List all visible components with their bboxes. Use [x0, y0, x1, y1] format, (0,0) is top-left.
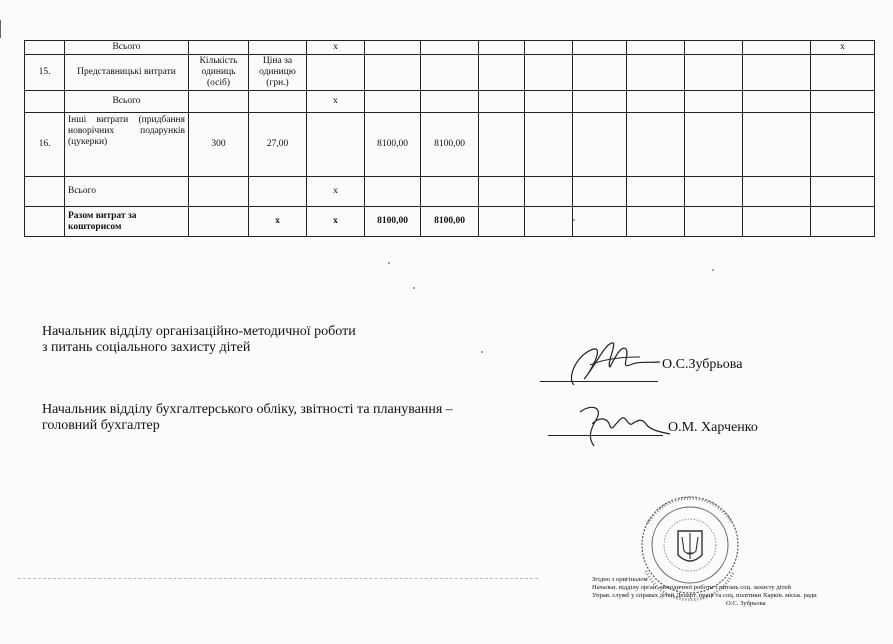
signer-title: Начальник відділу бухгалтерського обліку, звітності та планування – головний бухгалтер [42, 402, 453, 433]
row-label: Разом витрат за кошторисом [65, 207, 189, 237]
scan-edge-mark [0, 20, 1, 38]
row-label: Представницькі витрати [65, 55, 189, 91]
signer-name: О.С.Зубрьова [662, 357, 743, 372]
total-amount-cell: 8100,00 [365, 207, 421, 237]
table-row: Всього x [25, 177, 875, 207]
scan-speck [712, 269, 714, 271]
row-number: 15. [25, 55, 65, 91]
table-row: 15. Представницькі витрати Кількість одиниць (осіб) Ціна за одиницю (грн.) [25, 55, 875, 91]
scan-artifact-line [18, 578, 538, 579]
row-label: Інші витрати (придбання новорічних подарунків (цукерки) [65, 113, 189, 177]
table-row: Всього x x [25, 41, 875, 55]
table-row: 16. Інші витрати (придбання новорічних подарунків (цукерки) 300 27,00 8100,00 8100,00 [25, 113, 875, 177]
scan-speck [481, 351, 483, 353]
handwritten-signature [570, 398, 680, 453]
scan-speck [413, 287, 415, 289]
scan-speck [388, 262, 390, 264]
amount-cell: 8100,00 [421, 113, 479, 177]
table-row: Всього x [25, 91, 875, 113]
amount-cell: 8100,00 [365, 113, 421, 177]
expense-table [24, 40, 875, 237]
signer-name: О.М. Харченко [668, 420, 758, 435]
handwritten-signature [560, 335, 670, 395]
row-label: Всього [65, 41, 189, 55]
certified-copy-note: Згідно з оригіналом Начальн. відділу орган.-методичної роботи з питань соц. захисту дітей Управ. служб у справах дітей Департ. праці та соц. політики Харків. міськ. ради О.С. Зубрьова [592, 576, 817, 607]
total-amount-cell: 8100,00 [421, 207, 479, 237]
table-row: Разом витрат за кошторисом x x 8100,00 8100,00 [25, 207, 875, 237]
signer-title: Начальник відділу організаційно-методичної роботи з питань соціального захисту дітей [42, 324, 356, 355]
row-label: Всього [65, 177, 189, 207]
row-label: Всього [65, 91, 189, 113]
row-number: 16. [25, 113, 65, 177]
